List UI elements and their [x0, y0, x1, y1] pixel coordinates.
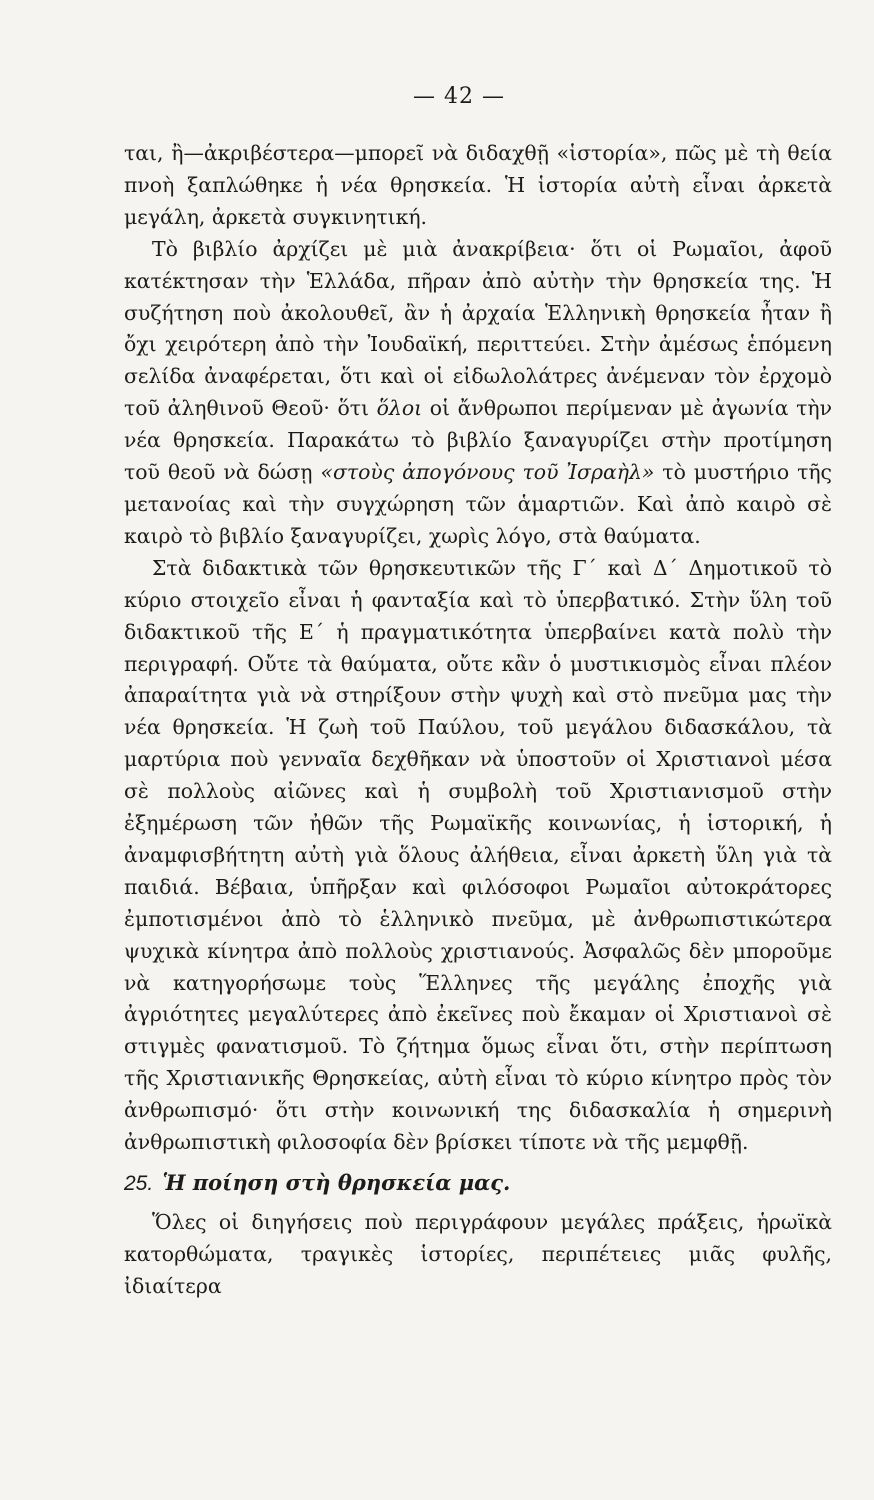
paragraph-book-critique — [124, 234, 832, 553]
body-text — [124, 138, 832, 1303]
paragraph-text: Τὸ βιβλίο ἀρχίζει μὲ μιὰ ἀνακρίβεια· ὅτι οἱ Ρωμαῖοι, ἀφοῦ κατέκτησαν τὴν Ἑλλάδα, πῆραν ἀπὸ αὐτὴν τὴν θρησκεία της. Ἡ συζήτηση ποὺ ἀκολουθεῖ, ἂν ἡ ἀρχαία Ἑλληνικὴ θρησκεία ἦταν ἢ ὄχι χειρότερη ἀπὸ τὴν Ἰουδαϊκή, περιττεύει. Στὴν ἀμέσως ἑπόμενη σελίδα ἀναφέρεται, ὅτι καὶ οἱ εἰδωλολάτρες ἀνέμεναν τὸν ἐρχομὸ τοῦ ἀληθινοῦ Θεοῦ· ὅτι — [124, 236, 832, 421]
section-heading — [124, 1168, 832, 1199]
italic-quote: «στοὺς ἀπογόνους τοῦ Ἰσραὴλ» — [320, 460, 655, 485]
section-title: Ἡ ποίηση στὴ θρησκεία μας. — [162, 1170, 511, 1195]
paragraph-religious-textbooks: Στὰ διδακτικὰ τῶν θρησκευτικῶν τῆς Γ´ καὶ Δ´ Δημοτικοῦ τὸ κύριο στοιχεῖο εἶναι ἡ φανταξία καὶ τὸ ὑπερβατικό. Στὴν ὕλη τοῦ διδακτικοῦ τῆς Ε´ ἡ πραγματικότητα ὑπερβαίνει κατὰ πολὺ τὴν περιγραφή. Οὔτε τὰ θαύματα, οὔτε κἂν ὁ μυστικισμὸς εἶναι πλέον ἀπαραίτητα γιὰ νὰ στηρίξουν στὴν ψυχὴ καὶ στὸ πνεῦμα μας τὴν νέα θρησκεία. Ἡ ζωὴ τοῦ Παύλου, τοῦ μεγάλου διδασκάλου, τὰ μαρτύρια ποὺ γενναῖα δεχθῆκαν νὰ ὑποστοῦν οἱ Χριστιανοὶ μέσα σὲ πολλοὺς αἰῶνες καὶ ἡ συμβολὴ τοῦ Χριστιανισμοῦ στὴν ἐξημέρωση τῶν ἠθῶν τῆς Ρωμαϊκῆς κοινωνίας, ἡ ἱστορική, ἡ ἀναμφισβήτητη αὐτὴ γιὰ ὅλους ἀλήθεια, εἶναι ἀρκετὴ ὕλη γιὰ τὰ παιδιά. Βέβαια, ὑπῆρξαν καὶ φιλόσοφοι Ρωμαῖοι αὐτοκράτορες ἐμποτισμένοι ἀπὸ τὸ ἑλληνικὸ πνεῦμα, μὲ ἀνθρωπιστικώτερα ψυχικὰ κίνητρα ἀπὸ πολλοὺς χριστιανούς. Ἀσφαλῶς δὲν μποροῦμε νὰ κατηγορήσωμε τοὺς Ἕλληνες τῆς μεγάλης ἐποχῆς γιὰ ἀγριότητες μεγαλύτερες ἀπὸ ἐκεῖνες ποὺ ἔκαμαν οἱ Χριστιανοὶ σὲ στιγμὲς φανατισμοῦ. Τὸ ζήτημα ὅμως εἶναι ὅτι, στὴν περίπτωση τῆς Χριστιανικῆς Θρησκείας, αὐτὴ εἶναι τὸ κύριο κίνητρο πρὸς τὸν ἀνθρωπισμό· ὅτι στὴν κοινωνική της διδασκαλία ἡ σημερινὴ ἀνθρωπιστικὴ φιλοσοφία δὲν βρίσκει τίποτε νὰ τῆς μεμφθῇ. — [124, 555, 832, 1155]
paragraph-text: τὸ μυστήριο τῆς μετανοίας καὶ τὴν συγχώρηση τῶν ἁμαρτιῶν. Καὶ ἀπὸ καιρὸ σὲ καιρὸ τὸ βιβλίο ξαναγυρίζει, χωρὶς λόγο, στὰ θαύματα. — [124, 460, 832, 548]
paragraph-continuation: ται, ἢ—ἀκριβέστερα—μπορεῖ νὰ διδαχθῇ «ἱστορία», πῶς μὲ τὴ θεία πνοὴ ξαπλώθηκε ἡ νέα θρησκεία. Ἡ ἱστορία αὐτὴ εἶναι ἀρκετὰ μεγάλη, ἀρκετὰ συγκινητική. — [124, 141, 832, 229]
page-number: — 42 — — [413, 84, 505, 109]
section-number: 25. — [124, 1172, 154, 1195]
paragraph-poetry: Ὅλες οἱ διηγήσεις ποὺ περιγράφουν μεγάλες πράξεις, ἡρωϊκὰ κατορθώματα, τραγικὲς ἱστορίες, περιπέτειες μιᾶς φυλῆς, ἰδιαίτερα — [124, 1210, 832, 1298]
paragraph-text: οἱ ἄνθρωποι περίμεναν μὲ ἀγωνία τὴν νέα θρησκεία. Παρακάτω τὸ βιβλίο ξαναγυρίζει στὴν προτίμηση τοῦ θεοῦ νὰ δώσῃ — [124, 396, 832, 485]
italic-phrase: ὅλοι — [376, 396, 423, 421]
